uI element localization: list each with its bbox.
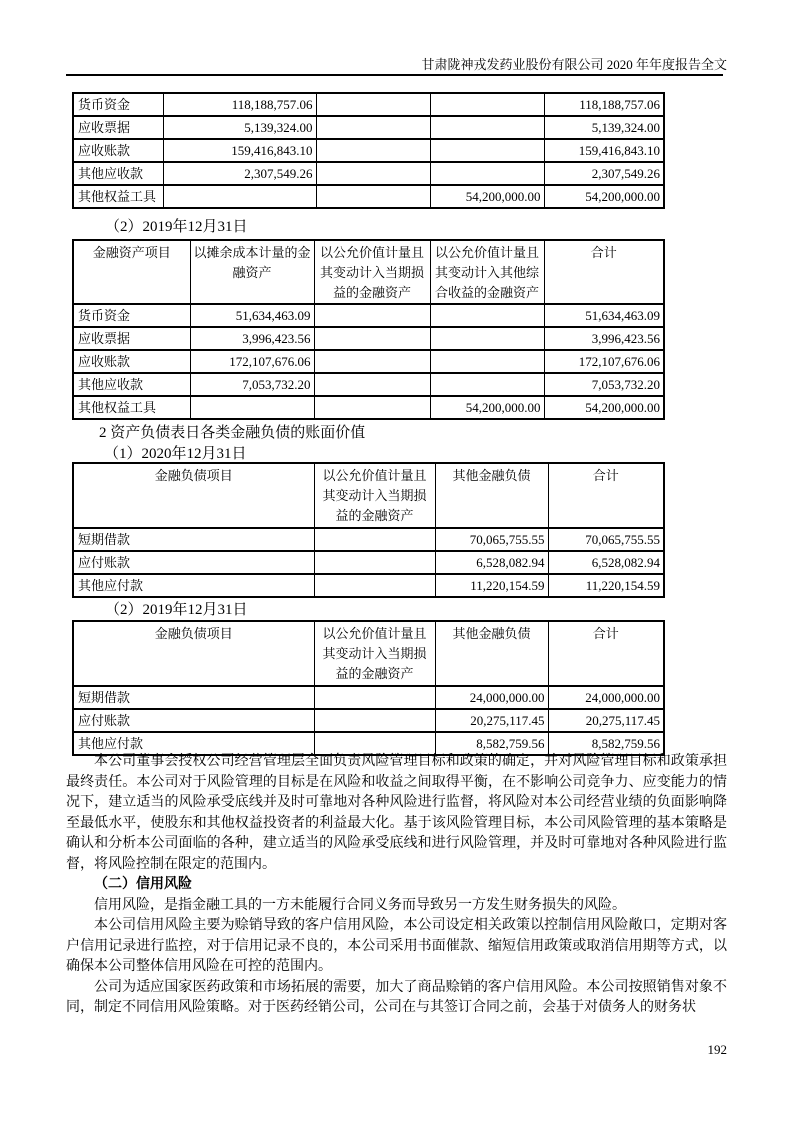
column-header: 合计	[544, 240, 664, 304]
column-header: 合计	[548, 463, 664, 528]
header-row	[73, 463, 664, 528]
amount-cell: 8,582,759.56	[435, 732, 548, 755]
amount-cell	[430, 304, 544, 327]
row-label: 货币资金	[73, 93, 163, 116]
column-header: 以公允价值计量且其变动计入当期损益的金融资产	[314, 240, 430, 304]
amount-cell	[430, 139, 544, 162]
amount-cell: 6,528,082.94	[435, 551, 548, 574]
amount-cell: 172,107,676.06	[190, 350, 314, 373]
table-row	[73, 528, 664, 551]
heading-assets-2019: （2）2019年12月31日	[105, 219, 248, 235]
amount-cell	[430, 93, 544, 116]
amount-cell	[314, 686, 435, 709]
row-label: 其他权益工具	[73, 185, 163, 208]
column-header: 以公允价值计量且其变动计入当期损益的金融资产	[314, 621, 435, 686]
table-financial-liabilities-2019	[72, 620, 665, 756]
amount-cell	[316, 185, 430, 208]
table-row	[73, 139, 664, 162]
row-label: 其他应收款	[73, 373, 190, 396]
row-label: 应收账款	[73, 139, 163, 162]
header-row	[73, 621, 664, 686]
table-row	[73, 396, 664, 419]
amount-cell	[316, 162, 430, 185]
row-label: 其他应付款	[73, 574, 314, 597]
row-label: 短期借款	[73, 528, 314, 551]
table-row	[73, 162, 664, 185]
table-row	[73, 116, 664, 139]
amount-cell: 118,188,757.06	[163, 93, 316, 116]
amount-cell: 54,200,000.00	[544, 396, 664, 419]
amount-cell: 70,065,755.55	[435, 528, 548, 551]
amount-cell: 70,065,755.55	[548, 528, 664, 551]
body-text-block	[66, 752, 727, 1019]
amount-cell	[314, 528, 435, 551]
row-label: 货币资金	[73, 304, 190, 327]
column-header: 以公允价值计量且其变动计入其他综合收益的金融资产	[430, 240, 544, 304]
table-financial-assets-2019	[72, 239, 665, 420]
amount-cell	[430, 373, 544, 396]
amount-cell	[314, 709, 435, 732]
amount-cell	[430, 116, 544, 139]
column-header: 其他金融负债	[435, 621, 548, 686]
amount-cell: 11,220,154.59	[548, 574, 664, 597]
page-header-title: 甘肃陇神戎发药业股份有限公司 2020 年年度报告全文	[421, 57, 727, 72]
amount-cell: 51,634,463.09	[544, 304, 664, 327]
table-row	[73, 304, 664, 327]
amount-cell: 54,200,000.00	[430, 185, 544, 208]
table-row	[73, 93, 664, 116]
row-label: 应付账款	[73, 551, 314, 574]
row-label: 应收票据	[73, 116, 163, 139]
amount-cell: 118,188,757.06	[544, 93, 664, 116]
table-row	[73, 373, 664, 396]
column-header: 金融资产项目	[73, 240, 190, 304]
table-row	[73, 551, 664, 574]
amount-cell	[314, 350, 430, 373]
amount-cell: 8,582,759.56	[548, 732, 664, 755]
amount-cell	[314, 396, 430, 419]
paragraph-credit-risk-definition: 信用风险，是指金融工具的一方未能履行合同义务而导致另一方发生财务损失的风险。	[94, 897, 626, 913]
paragraph-risk-management: 本公司董事会授权公司经营管理层全面负责风险管理目标和政策的确定，并对风险管理目标和政策承担最终责任。本公司对于风险管理的目标是在风险和收益之间取得平衡，在不影响公司竞争力、应变能力的情况下，建立适当的风险承受底线并及时可靠地对各种风险进行监督，将风险对本公司经营业绩的负面影响降至最低水平，使股东和其他权益投资者的利益最大化。基于该风险管理目标，本公司风险管理的基本策略是确认和分析本公司面临的各种，建立适当的风险承受底线和进行风险管理，并及时可靠地对各种风险进行监督，将风险控制在限定的范围内。	[66, 754, 727, 872]
heading-liabilities-section: 2 资产负债表日各类金融负债的账面价值	[99, 425, 366, 441]
amount-cell: 20,275,117.45	[548, 709, 664, 732]
amount-cell: 11,220,154.59	[435, 574, 548, 597]
amount-cell	[316, 139, 430, 162]
header-divider	[66, 74, 723, 76]
table-row	[73, 686, 664, 709]
column-header: 金融负债项目	[73, 463, 314, 528]
amount-cell: 20,275,117.45	[435, 709, 548, 732]
amount-cell: 51,634,463.09	[190, 304, 314, 327]
heading-liabilities-2019: （2）2019年12月31日	[105, 602, 248, 618]
amount-cell	[316, 93, 430, 116]
table-row	[73, 350, 664, 373]
amount-cell: 5,139,324.00	[544, 116, 664, 139]
header-row	[73, 240, 664, 304]
amount-cell	[430, 327, 544, 350]
paragraph-credit-risk-policy: 本公司信用风险主要为赊销导致的客户信用风险，本公司设定相关政策以控制信用风险敞口，定期对客户信用记录进行监控，对于信用记录不良的，本公司采用书面催款、缩短信用政策或取消信用期等方式，以确保本公司整体信用风险在可控的范围内。	[66, 918, 727, 974]
row-label: 应收账款	[73, 350, 190, 373]
amount-cell	[430, 162, 544, 185]
paragraph-credit-risk-strategy: 公司为适应国家医药政策和市场拓展的需要，加大了商品赊销的客户信用风险。本公司按照销售对象不同，制定不同信用风险策略。对于医药经销公司，公司在与其签订合同之前，会基于对债务人的财务状	[66, 979, 727, 1015]
row-label: 应付账款	[73, 709, 314, 732]
table-row	[73, 185, 664, 208]
amount-cell	[163, 185, 316, 208]
amount-cell: 2,307,549.26	[544, 162, 664, 185]
amount-cell: 3,996,423.56	[544, 327, 664, 350]
amount-cell: 54,200,000.00	[544, 185, 664, 208]
column-header: 以公允价值计量且其变动计入当期损益的金融资产	[314, 463, 435, 528]
amount-cell	[190, 396, 314, 419]
amount-cell	[314, 327, 430, 350]
row-label: 应收票据	[73, 327, 190, 350]
amount-cell	[314, 551, 435, 574]
column-header: 其他金融负债	[435, 463, 548, 528]
column-header: 以摊余成本计量的金融资产	[190, 240, 314, 304]
amount-cell: 6,528,082.94	[548, 551, 664, 574]
row-label: 其他权益工具	[73, 396, 190, 419]
row-label: 其他应收款	[73, 162, 163, 185]
table-financial-assets-2020-continued	[72, 92, 665, 209]
amount-cell: 172,107,676.06	[544, 350, 664, 373]
column-header: 金融负债项目	[73, 621, 314, 686]
table-row	[73, 327, 664, 350]
amount-cell	[430, 350, 544, 373]
row-label: 其他应付款	[73, 732, 314, 755]
amount-cell: 3,996,423.56	[190, 327, 314, 350]
page-number: 192	[707, 1042, 727, 1057]
column-header: 合计	[548, 621, 664, 686]
table-row	[73, 574, 664, 597]
amount-cell	[314, 373, 430, 396]
amount-cell	[314, 304, 430, 327]
amount-cell	[314, 574, 435, 597]
amount-cell: 7,053,732.20	[544, 373, 664, 396]
heading-liabilities-2020: （1）2020年12月31日	[104, 446, 247, 462]
amount-cell: 159,416,843.10	[544, 139, 664, 162]
row-label: 短期借款	[73, 686, 314, 709]
amount-cell: 159,416,843.10	[163, 139, 316, 162]
heading-credit-risk: （二）信用风险	[94, 877, 192, 892]
amount-cell: 2,307,549.26	[163, 162, 316, 185]
amount-cell: 7,053,732.20	[190, 373, 314, 396]
table-financial-liabilities-2020	[72, 462, 665, 598]
table-row	[73, 709, 664, 732]
amount-cell: 54,200,000.00	[430, 396, 544, 419]
amount-cell	[316, 116, 430, 139]
amount-cell: 24,000,000.00	[435, 686, 548, 709]
amount-cell: 24,000,000.00	[548, 686, 664, 709]
amount-cell: 5,139,324.00	[163, 116, 316, 139]
